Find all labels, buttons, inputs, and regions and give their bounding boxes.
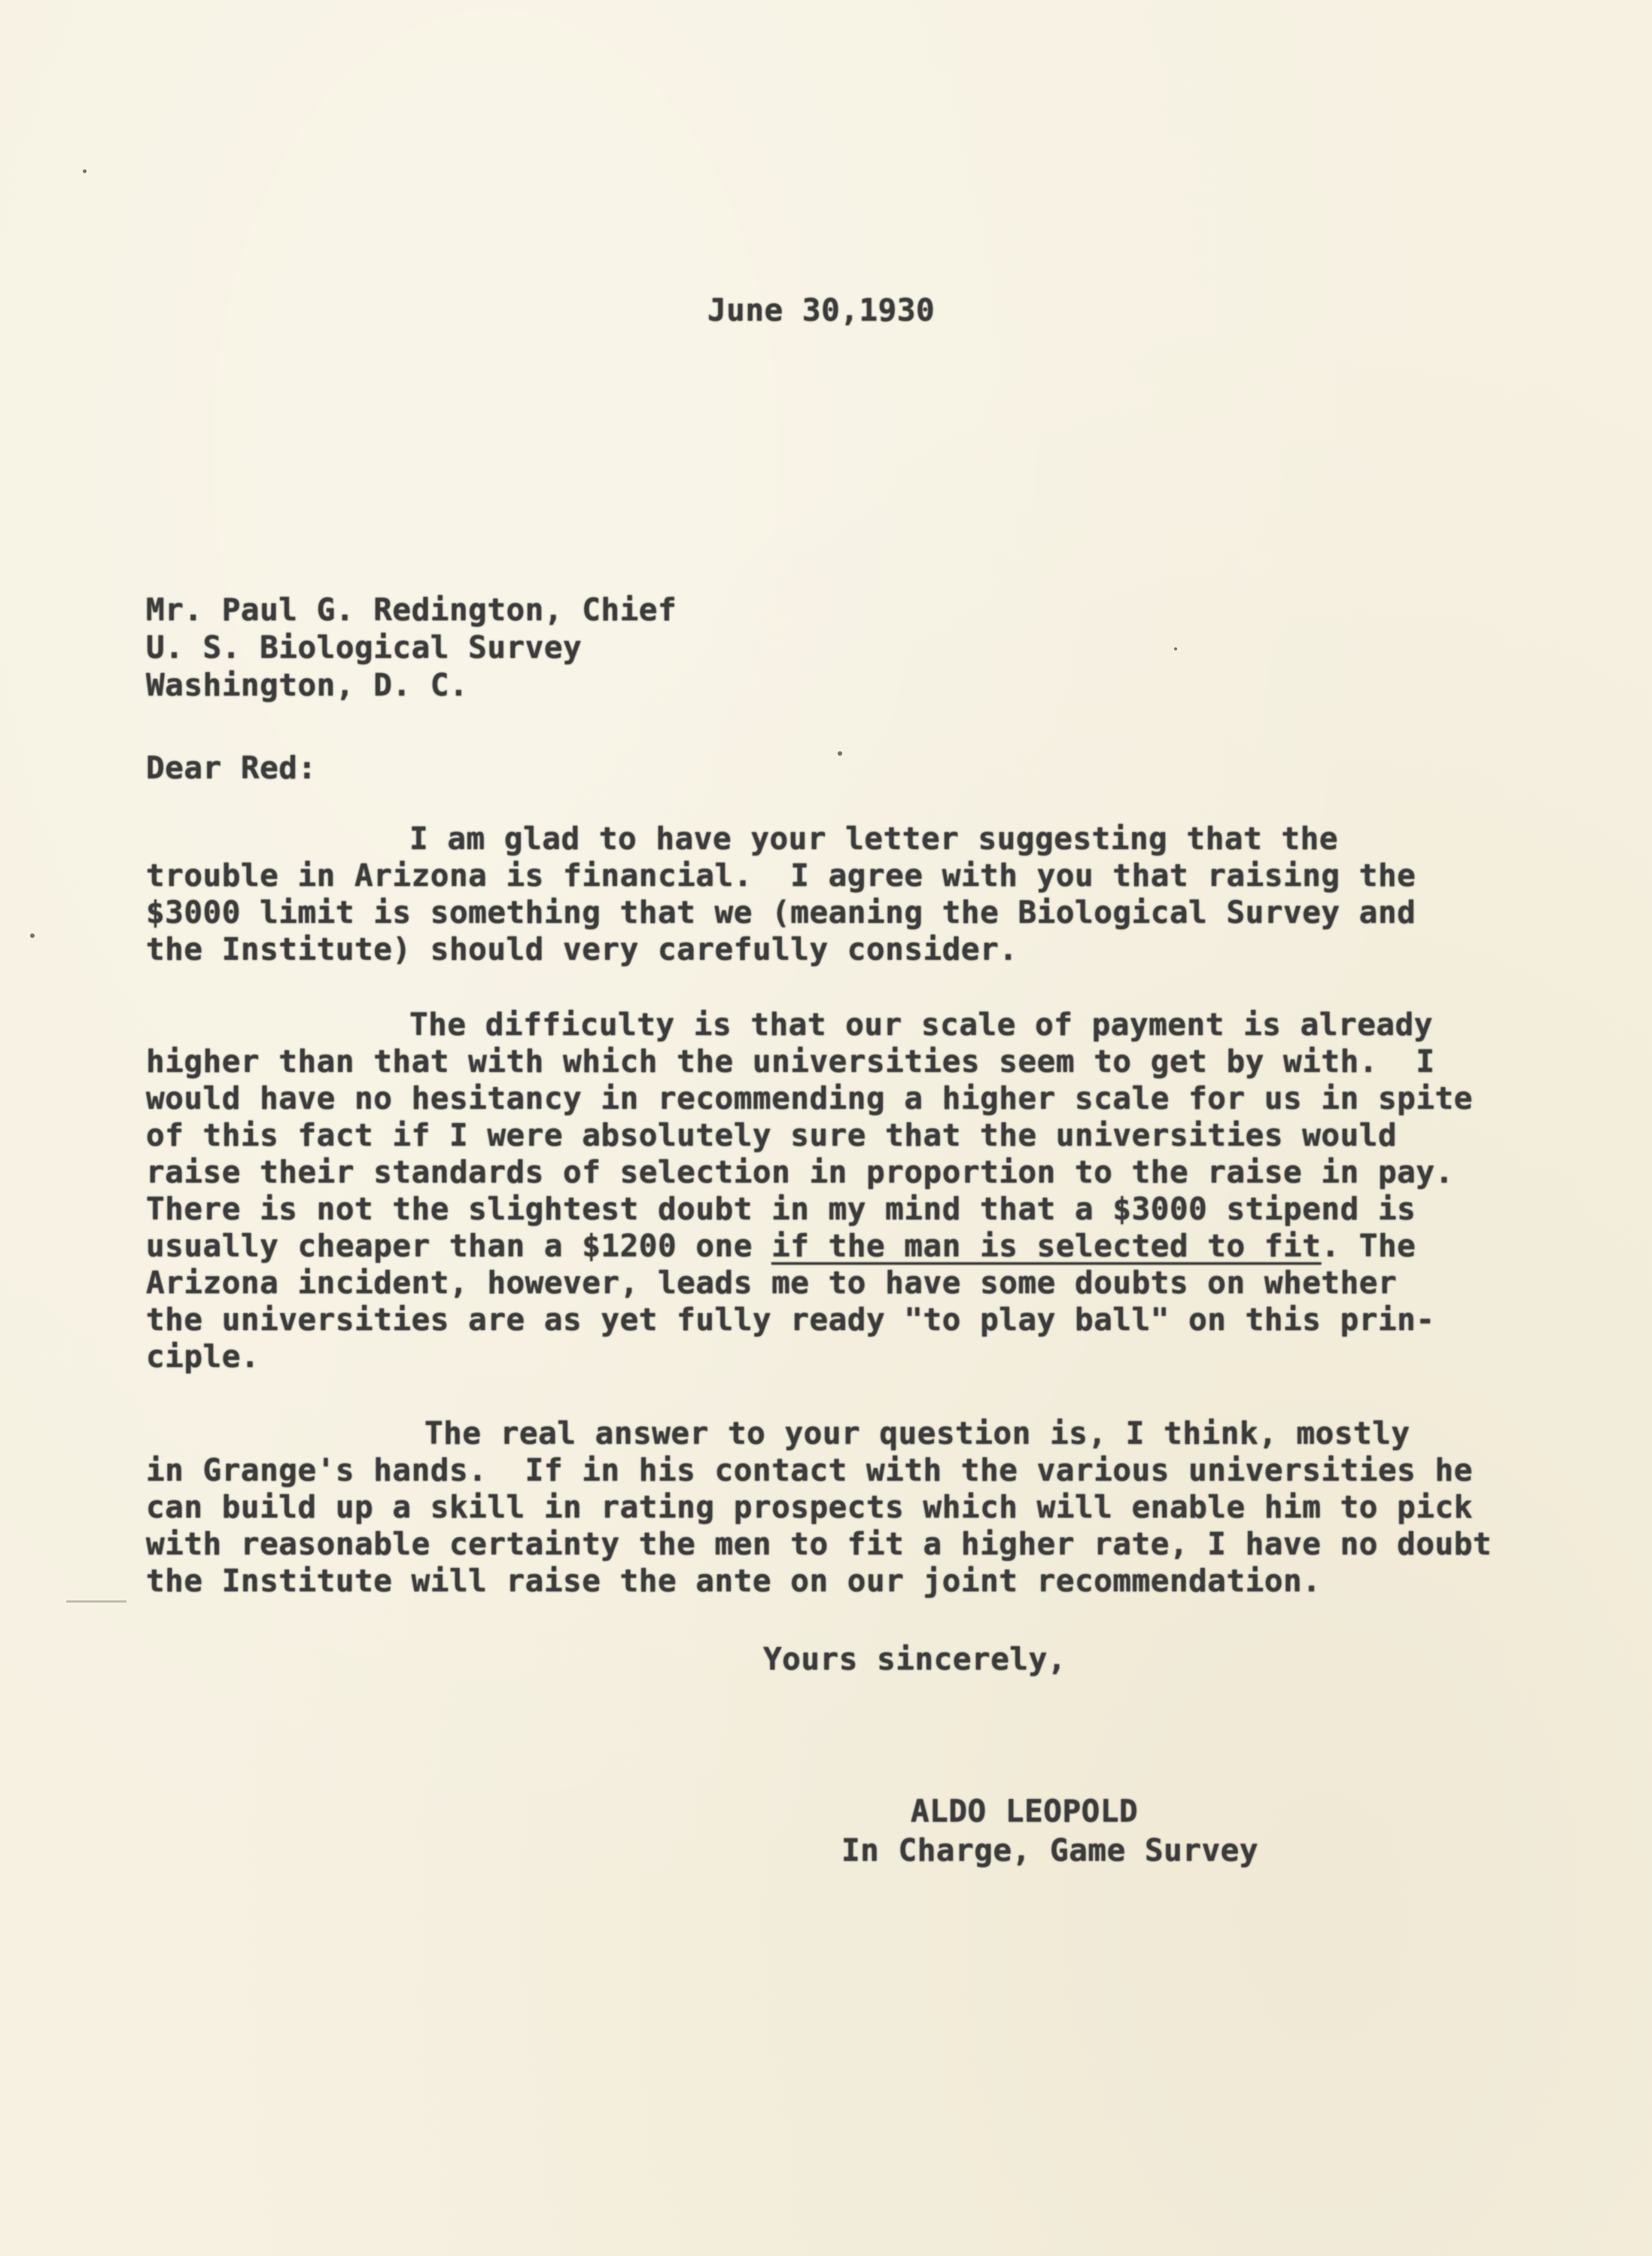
paragraph-3-line-4: with reasonable certainty the men to fit a higher rate, I have no doubt [146,1526,1492,1562]
paragraph-1-line-1: I am glad to have your letter suggesting that the [409,821,1339,857]
paragraph-2-line-9: the universities are as yet fully ready "to play ball" on this prin- [146,1302,1435,1338]
paragraph-2-line-10: ciple. [146,1338,260,1375]
paper-speck [838,751,842,756]
signature-name: ALDO LEOPOLD [911,1793,1139,1829]
paragraph-2-line-1: The difficulty is that our scale of payment is already [409,1006,1433,1043]
salutation: Dear Red: [146,750,317,786]
paragraph-2-line-7-end: . The [1321,1228,1416,1264]
recipient-name: Mr. Paul G. Redington, Chief [146,592,677,628]
paragraph-2-line-3: would have no hesitancy in recommending a higher scale for us in spite [146,1080,1473,1116]
paragraph-1-line-2: trouble in Arizona is financial. I agree with you that raising the [146,857,1416,894]
paragraph-3-line-3: can build up a skill in rating prospects which will enable him to pick [146,1489,1473,1525]
paragraph-3-line-1: The real answer to your question is, I think, mostly [424,1415,1410,1451]
recipient-org: U. S. Biological Survey [146,629,583,665]
signature-title: In Charge, Game Survey [841,1832,1259,1868]
paragraph-2-line-5: raise their standards of selection in proportion to the raise in pay. [146,1154,1454,1190]
paragraph-2-line-7 [146,1228,1416,1264]
paragraph-2-line-6: There is not the slightest doubt in my mind that a $3000 stipend is [146,1191,1416,1227]
paragraph-2-line-7-start: usually cheaper than a $1200 one [146,1228,772,1264]
paragraph-2-line-4: of this fact if I were absolutely sure that the universities would [146,1117,1398,1153]
paper-edge-mark [66,1600,126,1603]
paragraph-2-line-2: higher than that with which the universities seem to get by with. I [146,1043,1435,1079]
recipient-city: Washington, D. C. [146,667,469,703]
underlined-emphasis: if the man is selected to fit [771,1228,1322,1264]
paragraph-1-line-3: $3000 limit is something that we (meaning the Biological Survey and [146,894,1416,930]
paragraph-2-line-8: Arizona incident, however, leads me to have some doubts on whether [146,1265,1398,1301]
paragraph-3-line-2: in Grange's hands. If in his contact with the various universities he [146,1452,1473,1488]
closing: Yours sincerely, [763,1641,1066,1677]
paper-speck [83,169,87,173]
paper-speck [30,933,35,938]
paper-speck [1174,647,1177,650]
date: June 30,1930 [707,292,936,328]
paragraph-1-line-4: the Institute) should very carefully consider. [146,931,1018,967]
paragraph-3-line-5: the Institute will raise the ante on our joint recommendation. [146,1563,1322,1599]
